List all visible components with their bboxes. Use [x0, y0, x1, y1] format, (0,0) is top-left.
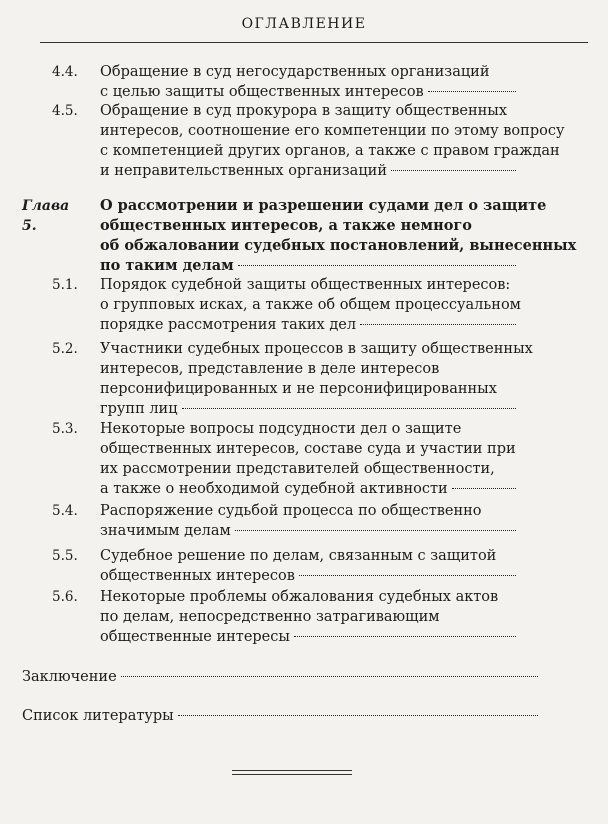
entry-line: групп лиц [100, 401, 178, 417]
entry-line: Судебное решение по делам, связанным с защитой [100, 548, 497, 564]
bottom-rule [232, 774, 352, 775]
entry-line: Распоряжение судьбой процесса по общественно [100, 503, 482, 519]
entry-line: Заключение [22, 669, 117, 685]
entry-number: 5.4. [52, 503, 78, 519]
bottom-rule [232, 770, 352, 771]
entry-line: Список литературы [22, 708, 174, 724]
leader-dots [121, 676, 538, 677]
chapter-line: об обжаловании судебных постановлений, вынесенных [100, 237, 577, 254]
entry-line: интересов, представление в деле интересов [100, 361, 440, 377]
entry-line: Обращение в суд прокурора в защиту общественных [100, 103, 507, 119]
leader-dots [452, 488, 516, 489]
entry-line: общественных интересов [100, 568, 295, 584]
entry-line: а также о необходимой судебной активности [100, 481, 448, 497]
entry-line: Порядок судебной защиты общественных интересов: [100, 277, 511, 293]
entry-line: с компетенцией других органов, а также с правом граждан [100, 143, 560, 159]
header-rule [40, 42, 588, 43]
chapter-number: Глава 5. [22, 198, 70, 234]
chapter-line: по таким делам [100, 257, 234, 274]
entry-number: 5.1. [52, 277, 78, 293]
entry-line: по делам, непосредственно затрагивающим [100, 609, 440, 625]
entry-number: 4.4. [52, 64, 78, 80]
entry-number: 4.5. [52, 103, 78, 119]
entry-line: Некоторые проблемы обжалования судебных актов [100, 589, 499, 605]
entry-number: 5.5. [52, 548, 78, 564]
entry-line: их рассмотрении представителей общественности, [100, 461, 495, 477]
leader-dots [391, 170, 516, 171]
chapter-line: общественных интересов, а также немного [100, 217, 472, 234]
leader-dots [360, 324, 516, 325]
entry-line: Обращение в суд негосударственных организаций [100, 64, 490, 80]
entry-line: персонифицированных и не персонифицированных [100, 381, 497, 397]
leader-dots [178, 715, 538, 716]
entry-line: значимым делам [100, 523, 231, 539]
leader-dots [238, 265, 516, 266]
entry-line: Участники судебных процессов в защиту общественных [100, 341, 533, 357]
leader-dots [428, 91, 516, 92]
entry-number: 5.6. [52, 589, 78, 605]
leader-dots [294, 636, 516, 637]
entry-number: 5.3. [52, 421, 78, 437]
entry-line: и неправительственных организаций [100, 163, 387, 179]
entry-number: 5.2. [52, 341, 78, 357]
chapter-line: О рассмотрении и разрешении судами дел о защите [100, 197, 547, 214]
entry-line: о групповых исках, а также об общем процессуальном [100, 297, 521, 313]
entry-line: общественные интересы [100, 629, 290, 645]
entry-line: Некоторые вопросы подсудности дел о защите [100, 421, 462, 437]
entry-line: интересов, соотношение его компетенции по этому вопросу [100, 123, 565, 139]
leader-dots [182, 408, 516, 409]
entry-line: с целью защиты общественных интересов [100, 84, 424, 100]
entry-line: порядке рассмотрения таких дел [100, 317, 357, 333]
page-header-title: ОГЛАВЛЕНИЕ [241, 16, 367, 32]
leader-dots [235, 530, 516, 531]
leader-dots [299, 575, 516, 576]
entry-line: общественных интересов, составе суда и участии при [100, 441, 516, 457]
